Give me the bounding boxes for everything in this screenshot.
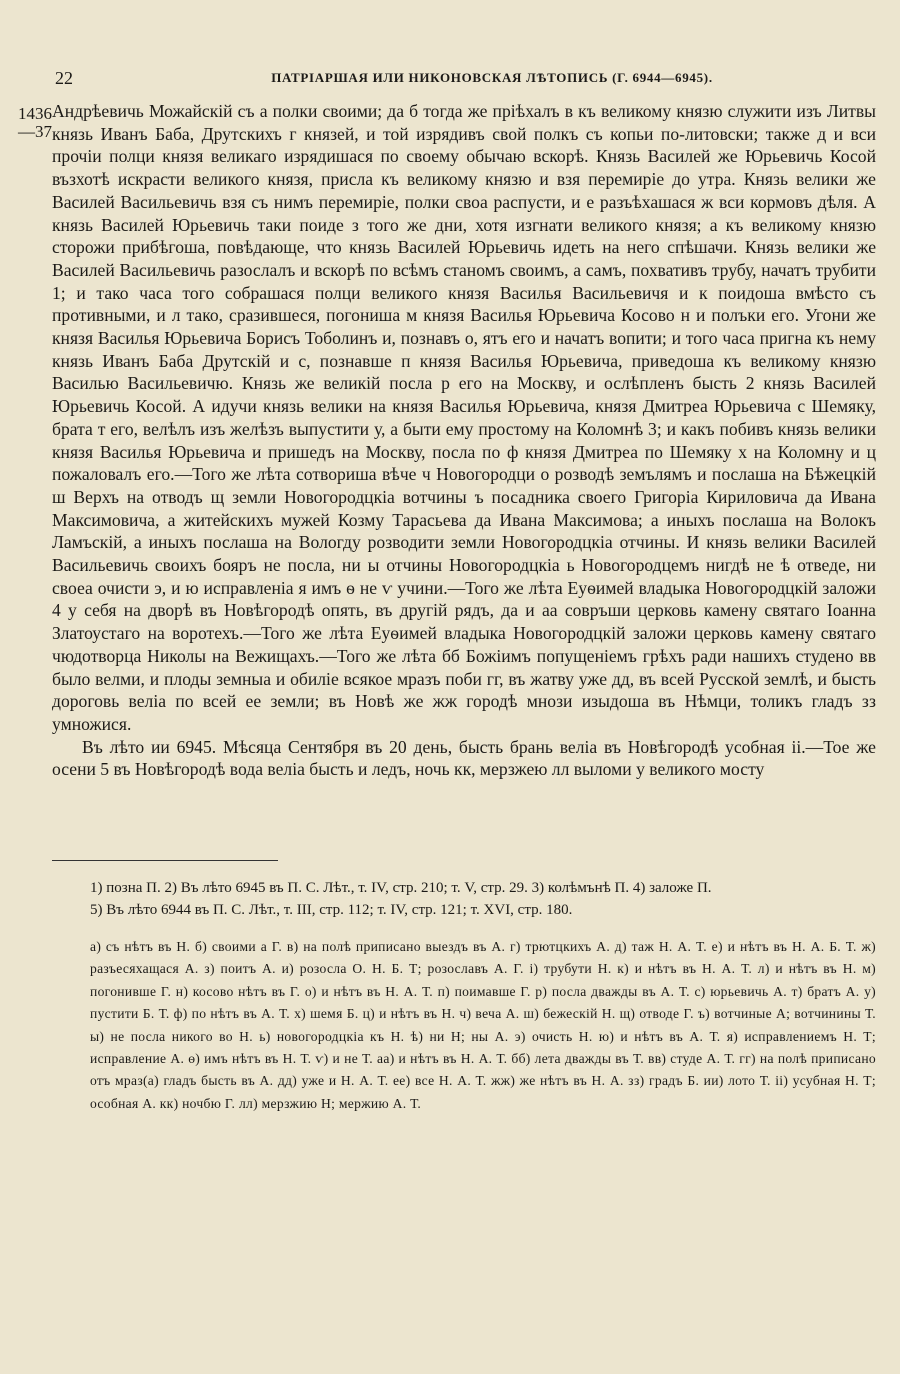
chronicle-paragraph: Андрѣевичь Можайскій съ а полки своими; да б тогда же пріѣхалъ в къ великому князю служити изъ Литвы князь Иванъ Баба, Друтскихъ г князей, и той изрядивъ свой полкъ съ копьи по-литовски; также д и вси прочіи полци князя великаго изрядишася по своему обычаю вскорѣ. Князь Василей же Юрьевичь Косой възхотѣ искрасти великого князя, присла къ великому князю и взя перемиріе до утра. Князь велики же Василей Васильевичь взя съ нимъ перемиріе, полки своа распусти, и е разъѣхашася ж вси кормовъ дѣля. А князь Василей Юрьевичь таки поиде з того же дни, хотя изгнати великого князя; а къ великому князю сторожи прибѣгоша, повѣдающе, что князь Василей Юрьевичь идеть на него спѣшачи. Князь велики же Василей Васильевичь разослалъ и вскорѣ по всѣмъ станомъ своимъ, а самъ, похвативъ трубу, начатъ трубити 1; и тако часа того собрашася полци великого князя Василья Васильевичя и к поидоша вмѣсто съ противными, и л тако, сразившеся, погониша м князя Василья Юрьевича Косово н и полъки его. Угони же князя Василья Юрьевича Борисъ Тоболинъ и, познавъ о, ятъ его и начатъ вопити; и того часа пригна къ нему князь Иванъ Баба Друтскій и с, познавше п князя Василья Юрьевича, приведоша къ великому князю Василью Васильевичю. Князь же великій посла р его на Москву, и ослѣпленъ бысть 2 князь Василей Юрьевичь Косой. А идучи князь велики на князя Василья Юрьевича, князя Дмитреа Юрьевича с Шемяку, брата т его, велѣлъ изъ желѣзъ выпустити у, а быти ему простому на Коломнѣ 3; и какъ побивъ князь велики князя Василья Юрьевича и пришедъ на Москву, посла по ф князя Дмитреа по Шемяку х на Коломну и ц пожаловалъ его.—Того же лѣта сотвориша вѣче ч Новогородци о розводѣ земълямъ и послаша на Бѣжецкій ш Верхъ на отводъ щ земли Новогородцкіа вотчины ъ посадника своего Григоріа Кириловича да Ивана Максимовича, а житейскихъ мужей Козму Тарасьева да Ивана Максимова; а иныхъ послаша на Волокъ Ламъскій, а иныхъ послаша на Вологду розводити земли Новогородцкіа отчины. И князь велики Василей Васильевичь своихъ бояръ не посла, ни ы отчины Новогородцкіа ь Новогородцемъ нигдѣ не ѣ отведе, ни своеа очисти э, и ю исправленіа я имъ ѳ не ѵ учини.—Того же лѣта Еуѳимей владыка Новогородцкій заложи 4 у себя на дворѣ въ Новѣгородѣ опять, въ другій рядъ, да и аа совръши церковь камену святаго Іоанна Златоустаго на воротехъ.—Того же лѣта Еуѳимей владыка Новогородцкій заложи церковь камену святаго чюдотворца Николы на Вежищахъ.—Того же лѣта бб Божіимъ попущеніемъ грѣхъ ради нашихъ студено вв было велми, и плоды земныа и обиліе всякое мразъ поби гг, въ жатву уже дд, въ всей Русской землѣ, и бысть дороговь веліа по всей ее земли; въ Новѣ же жж городѣ мнози изыдоша въ Нѣмци, толикъ гладъ зз умножися. <box>52 101 876 734</box>
margin-year-start: 1436 <box>18 104 52 123</box>
margin-year-end: —37 <box>18 122 52 141</box>
chronicle-paragraph: Въ лѣто ии 6945. Мѣсяца Сентября въ 20 день, бысть брань веліа въ Новѣгородѣ усобная іі.—Тое же осени 5 въ Новѣгородѣ вода веліа бысть и ледъ, ночь кк, мерзжею лл выломи у великого мосту <box>52 736 876 780</box>
page-number: 22 <box>55 68 73 88</box>
footnote-line: 1) позна П. 2) Въ лѣто 6945 въ П. С. Лѣт., т. IV, стр. 210; т. V, стр. 29. 3) колѣмънѣ П. 4) заложе П. <box>90 880 712 896</box>
chronicle-text <box>52 100 876 781</box>
numbered-footnotes <box>90 877 876 921</box>
variant-readings-text: а) съ нѣтъ въ Н. б) своими а Г. в) на полѣ приписано выездъ въ А. г) трютцкихъ А. д) таж Н. А. Т. е) и нѣтъ въ Н. А. Б. Т. ж) разъесяхащася А. з) поитъ А. и) розосла О. Н. Б. Т; розославъ А. Г. і) трубути Н. к) и нѣтъ въ Н. А. Т. л) и нѣтъ въ Н. м) погонивше Г. н) косово нѣтъ въ Г. о) и нѣтъ въ Н. А. Т. п) поимавше Г. р) посла дважды въ А. Т. с) юрьевичь А. т) братъ А. у) пустити Б. Т. ф) по нѣтъ въ А. Т. х) шемя Б. ц) и нѣтъ въ Н. ч) веча А. ш) бежескій Н. щ) отводе Г. ъ) вотчиные А; вотчинины Т. ы) не посла никого во Н. ь) новогородцкіа къ Н. ѣ) ни Н; ны А. э) очисть Н. ю) и нѣтъ въ А. Т. я) исправлениемъ Н. Т; исправление А. ѳ) имъ нѣтъ въ Н. Т. ѵ) и не Т. аа) и нѣтъ въ Н. А. Т. бб) лета дважды въ Т. вв) студе А. Т. гг) на полѣ приписано отъ мраз(а) гладъ бысть въ А. дд) уже и Н. А. Т. ее) все Н. А. Т. жж) же нѣтъ въ Н. А. зз) градъ Б. ии) лото Т. іі) усубная Н. Т; особная А. кк) ночбю Г. лл) мерзжию Н; мержию А. Т. <box>90 939 876 1111</box>
footnote-line: 5) Въ лѣто 6944 въ П. С. Лѣт., т. III, стр. 112; т. IV, стр. 121; т. XVI, стр. 180. <box>90 902 573 918</box>
page-header <box>52 68 884 92</box>
footnote-divider <box>52 860 278 861</box>
running-title: ПАТРІАРШАЯ ИЛИ НИКОНОВСКАЯ ЛѢТОПИСЬ (Г. 6944—6945). <box>271 70 713 85</box>
variant-readings <box>90 936 876 1115</box>
